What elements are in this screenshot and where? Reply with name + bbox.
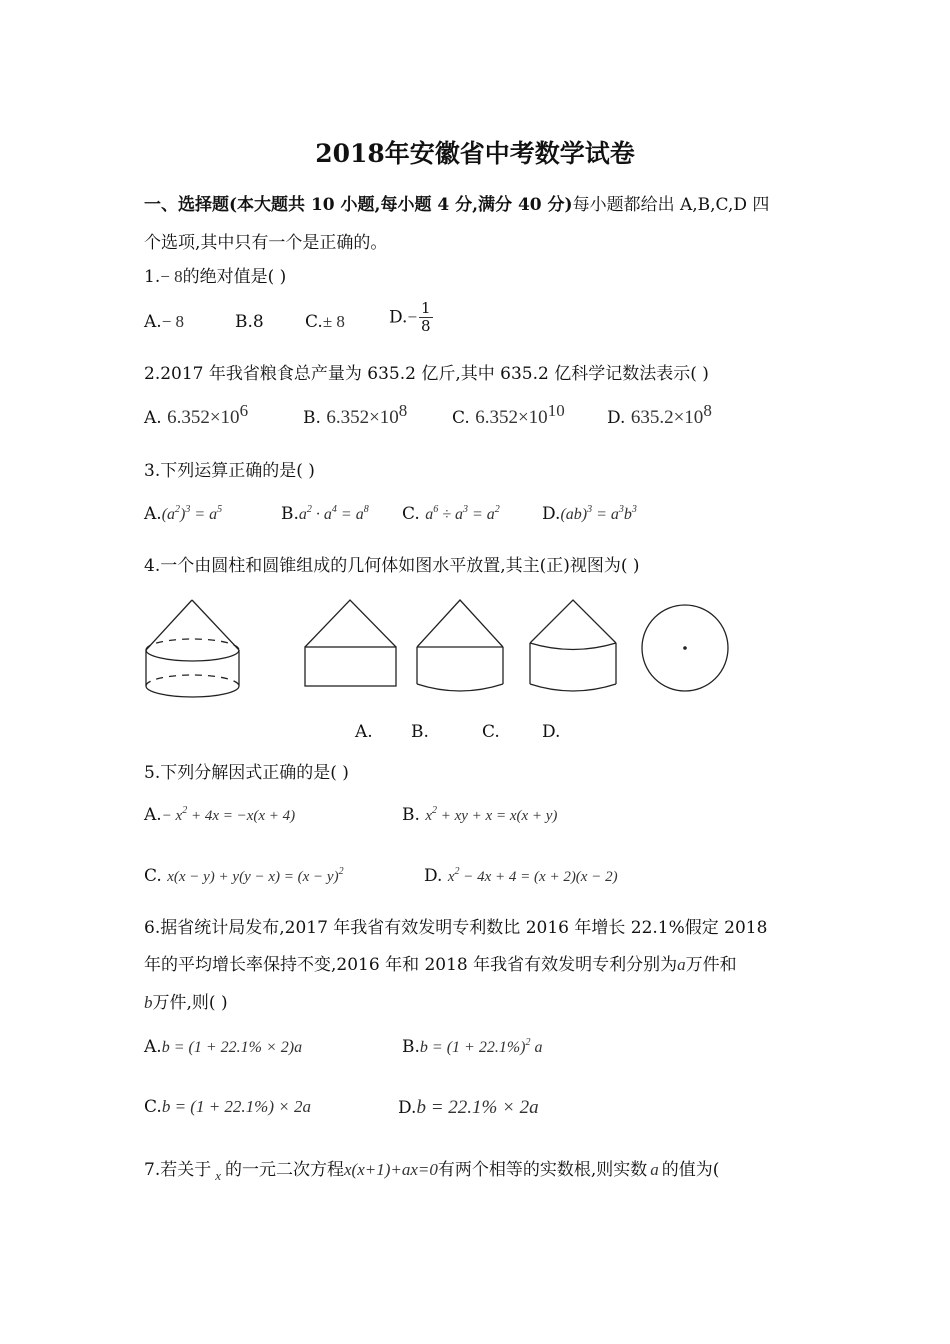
- question-4-stem: 4.一个由圆柱和圆锥组成的几何体如图水平放置,其主(正)视图为( ): [144, 556, 640, 576]
- q2-option-d: D. $635.2\times 10^8$: [607, 401, 712, 428]
- question-7-stem: 7.若关于 $_x$ 的一元二次方程x(x+1)+ax=0有两个相等的实数根,则实数 a 的值为(: [144, 1160, 720, 1183]
- q4-label-a: A.: [355, 722, 373, 742]
- q5-option-c: C. $x(x - y) + y(y - x) = (x - y)^2$: [144, 866, 344, 886]
- q2-option-a: A. $6.352\times 10^6$: [144, 401, 249, 428]
- section-title: 一、选择题(本大题共 10 小题,每小题 4 分,满分 40 分): [144, 195, 573, 215]
- question-6-line2: 年的平均增长率保持不变,2016 年和 2018 年我省有效发明专利分别为a万件和: [144, 955, 737, 975]
- section-instruction-cont: 个选项,其中只有一个是正确的。: [144, 233, 388, 253]
- q5-option-d: D. $x^2 - 4x + 4 = (x + 2)(x - 2)$: [424, 866, 618, 886]
- q2-option-c: C. $6.352\times 10^{10}$: [452, 401, 565, 428]
- q3-option-a: $A.(a^2)^3 = a^5$: [144, 504, 223, 524]
- question-5-stem: 5.下列分解因式正确的是( ): [144, 763, 349, 783]
- section-instruction: 每小题都给出 A,B,C,D 四: [572, 195, 770, 215]
- q4-label-b: B.: [411, 722, 429, 742]
- q4-label-c: C.: [482, 722, 500, 742]
- q6-option-c: C.b = (1 + 22.1%) × 2a: [144, 1097, 311, 1117]
- q2-option-b: B. $6.352\times 10^8$: [303, 401, 408, 428]
- q1-option-c: C.± 8: [305, 312, 345, 332]
- solid-figure: [146, 600, 239, 697]
- q6-option-b: $B.b = (1 + 22.1\%)^2$ a: [402, 1037, 543, 1057]
- q1-option-b: B.8: [235, 312, 264, 332]
- q3-option-c: C. $a^6 \div a^3 = a^2$: [402, 504, 500, 524]
- q4-label-d: D.: [542, 722, 561, 742]
- q5-option-b: B. $x^2$ + xy + x = x(x + y): [402, 805, 558, 825]
- page-title: 2018年安徽省中考数学试卷: [315, 139, 635, 168]
- center-dot: [683, 646, 687, 650]
- q3-option-b: $B.a^2 \cdot a^4 = a^8$: [281, 504, 369, 524]
- q1-math: − 8: [160, 267, 183, 286]
- q1-option-d: D.− $\frac{1}{8}$: [389, 299, 431, 335]
- q6-option-a: A.b = (1 + 22.1% × 2)a: [144, 1037, 303, 1057]
- q3-option-d: $D.(ab)^3 = a^3b^3$: [542, 504, 637, 524]
- fraction: $\frac{1}{8}$: [421, 299, 431, 335]
- q1-text: 的绝对值是( ): [182, 267, 287, 287]
- question-6-line3: b万件,则( ): [144, 993, 228, 1013]
- view-option-b: [417, 600, 503, 691]
- q1-option-a: A.− 8: [144, 312, 185, 332]
- question-6-line1: 6.据省统计局发布,2017 年我省有效发明专利数比 2016 年增长 22.1%假定 2018: [144, 918, 768, 938]
- question-3-stem: 3.下列运算正确的是( ): [144, 461, 315, 481]
- q5-option-a: $A.- x^2 + 4x = -x(x + 4)$: [144, 805, 296, 825]
- view-option-c: [530, 600, 616, 691]
- q1-number: 1.: [144, 267, 161, 287]
- question-2-stem: 2.2017 年我省粮食总产量为 635.2 亿斤,其中 635.2 亿科学记数法表示( ): [144, 364, 709, 384]
- q6-option-d: D.b = 22.1% × 2a: [398, 1097, 539, 1118]
- view-option-a: [305, 600, 396, 686]
